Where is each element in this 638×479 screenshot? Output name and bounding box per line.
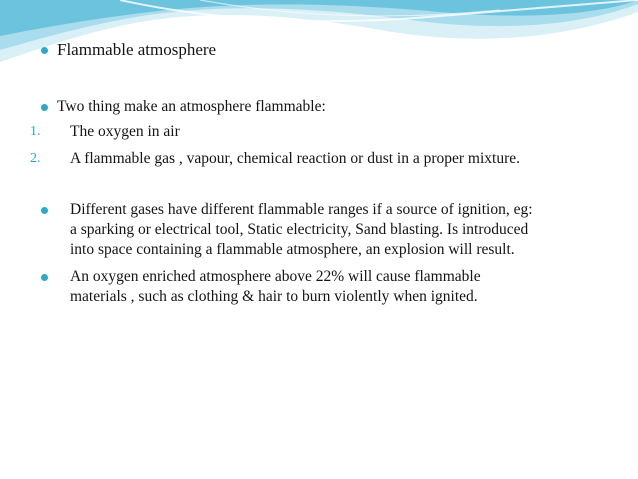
bullet-1-line-1: Different gases have different flammable ranges if a source of ignition, eg: (70, 201, 533, 218)
numbered-item-1: The oxygen in air (70, 123, 180, 140)
numbered-marker-1: 1. (30, 124, 41, 139)
heading-bullet-icon (41, 47, 48, 54)
slide-heading: Flammable atmosphere (57, 40, 217, 59)
bullet-2-line-1: An oxygen enriched atmosphere above 22% will cause flammable (70, 268, 481, 285)
intro-bullet-icon (41, 104, 48, 111)
bullet-2-icon (41, 274, 48, 281)
numbered-marker-2: 2. (30, 151, 41, 166)
bullet-1-line-3: into space containing a flammable atmosphere, an explosion will result. (70, 241, 515, 258)
bullet-2-line-2: materials , such as clothing & hair to burn violently when ignited. (70, 288, 478, 305)
numbered-item-2: A flammable gas , vapour, chemical reaction or dust in a proper mixture. (70, 150, 521, 167)
bullet-1-icon (41, 207, 48, 214)
bullet-1-line-2: a sparking or electrical tool, Static electricity, Sand blasting. Is introduced (70, 221, 529, 238)
intro-text: Two thing make an atmosphere flammable: (57, 98, 326, 115)
